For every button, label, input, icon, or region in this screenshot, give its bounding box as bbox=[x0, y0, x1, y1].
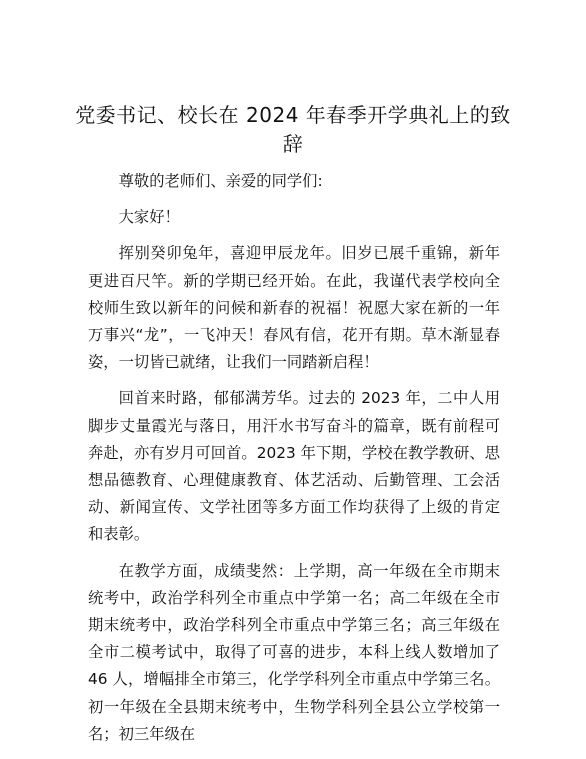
teaching-achievements-paragraph: 在教学方面，成绩斐然：上学期，高一年级在全市期末统考中，政治学科列全市重点中学第一名；高二年级在全市期末统考中，政治学科列全市重点中学第三名；高三年级在全市二模考试中，取得了可喜的进步，本科上线人数增加了 46 人，增幅排全市第三，化学学科列全市重点中学第三名。初一年级在全县期末统考中，生物学科列全县公立学校第一名；初三年级在 bbox=[88, 561, 500, 743]
new-year-paragraph: 挥别癸卯兔年，喜迎甲辰龙年。旧岁已展千重锦，新年更进百尺竿。新的学期已经开始。在此，我谨代表学校向全校师生致以新年的问候和新春的祝福！祝愿大家在新的一年万事兴“龙”，一飞冲天！春风有信，花开有期。草木渐显春姿，一切皆已就绪，让我们一同踏新启程！ bbox=[88, 244, 500, 372]
document-body bbox=[88, 168, 500, 757]
document-title: 党委书记、校长在 2024 年春季开学典礼上的致辞 bbox=[75, 103, 511, 156]
salutation-paragraph: 尊敬的老师们、亲爱的同学们: bbox=[118, 172, 323, 190]
review-paragraph: 回首来时路，郁郁满芳华。过去的 2023 年，二中人用脚步丈量霞光与落日，用汗水书写奋斗的篇章，既有前程可奔赴，亦有岁月可回首。2023 年下期，学校在教学教研、思想品德教育、心理健康教育、体艺活动、后勤管理、工会活动、新闻宣传、文学社团等多方面工作均获得了上级的肯定和表彰。 bbox=[88, 389, 500, 544]
greeting-paragraph: 大家好！ bbox=[118, 208, 180, 227]
